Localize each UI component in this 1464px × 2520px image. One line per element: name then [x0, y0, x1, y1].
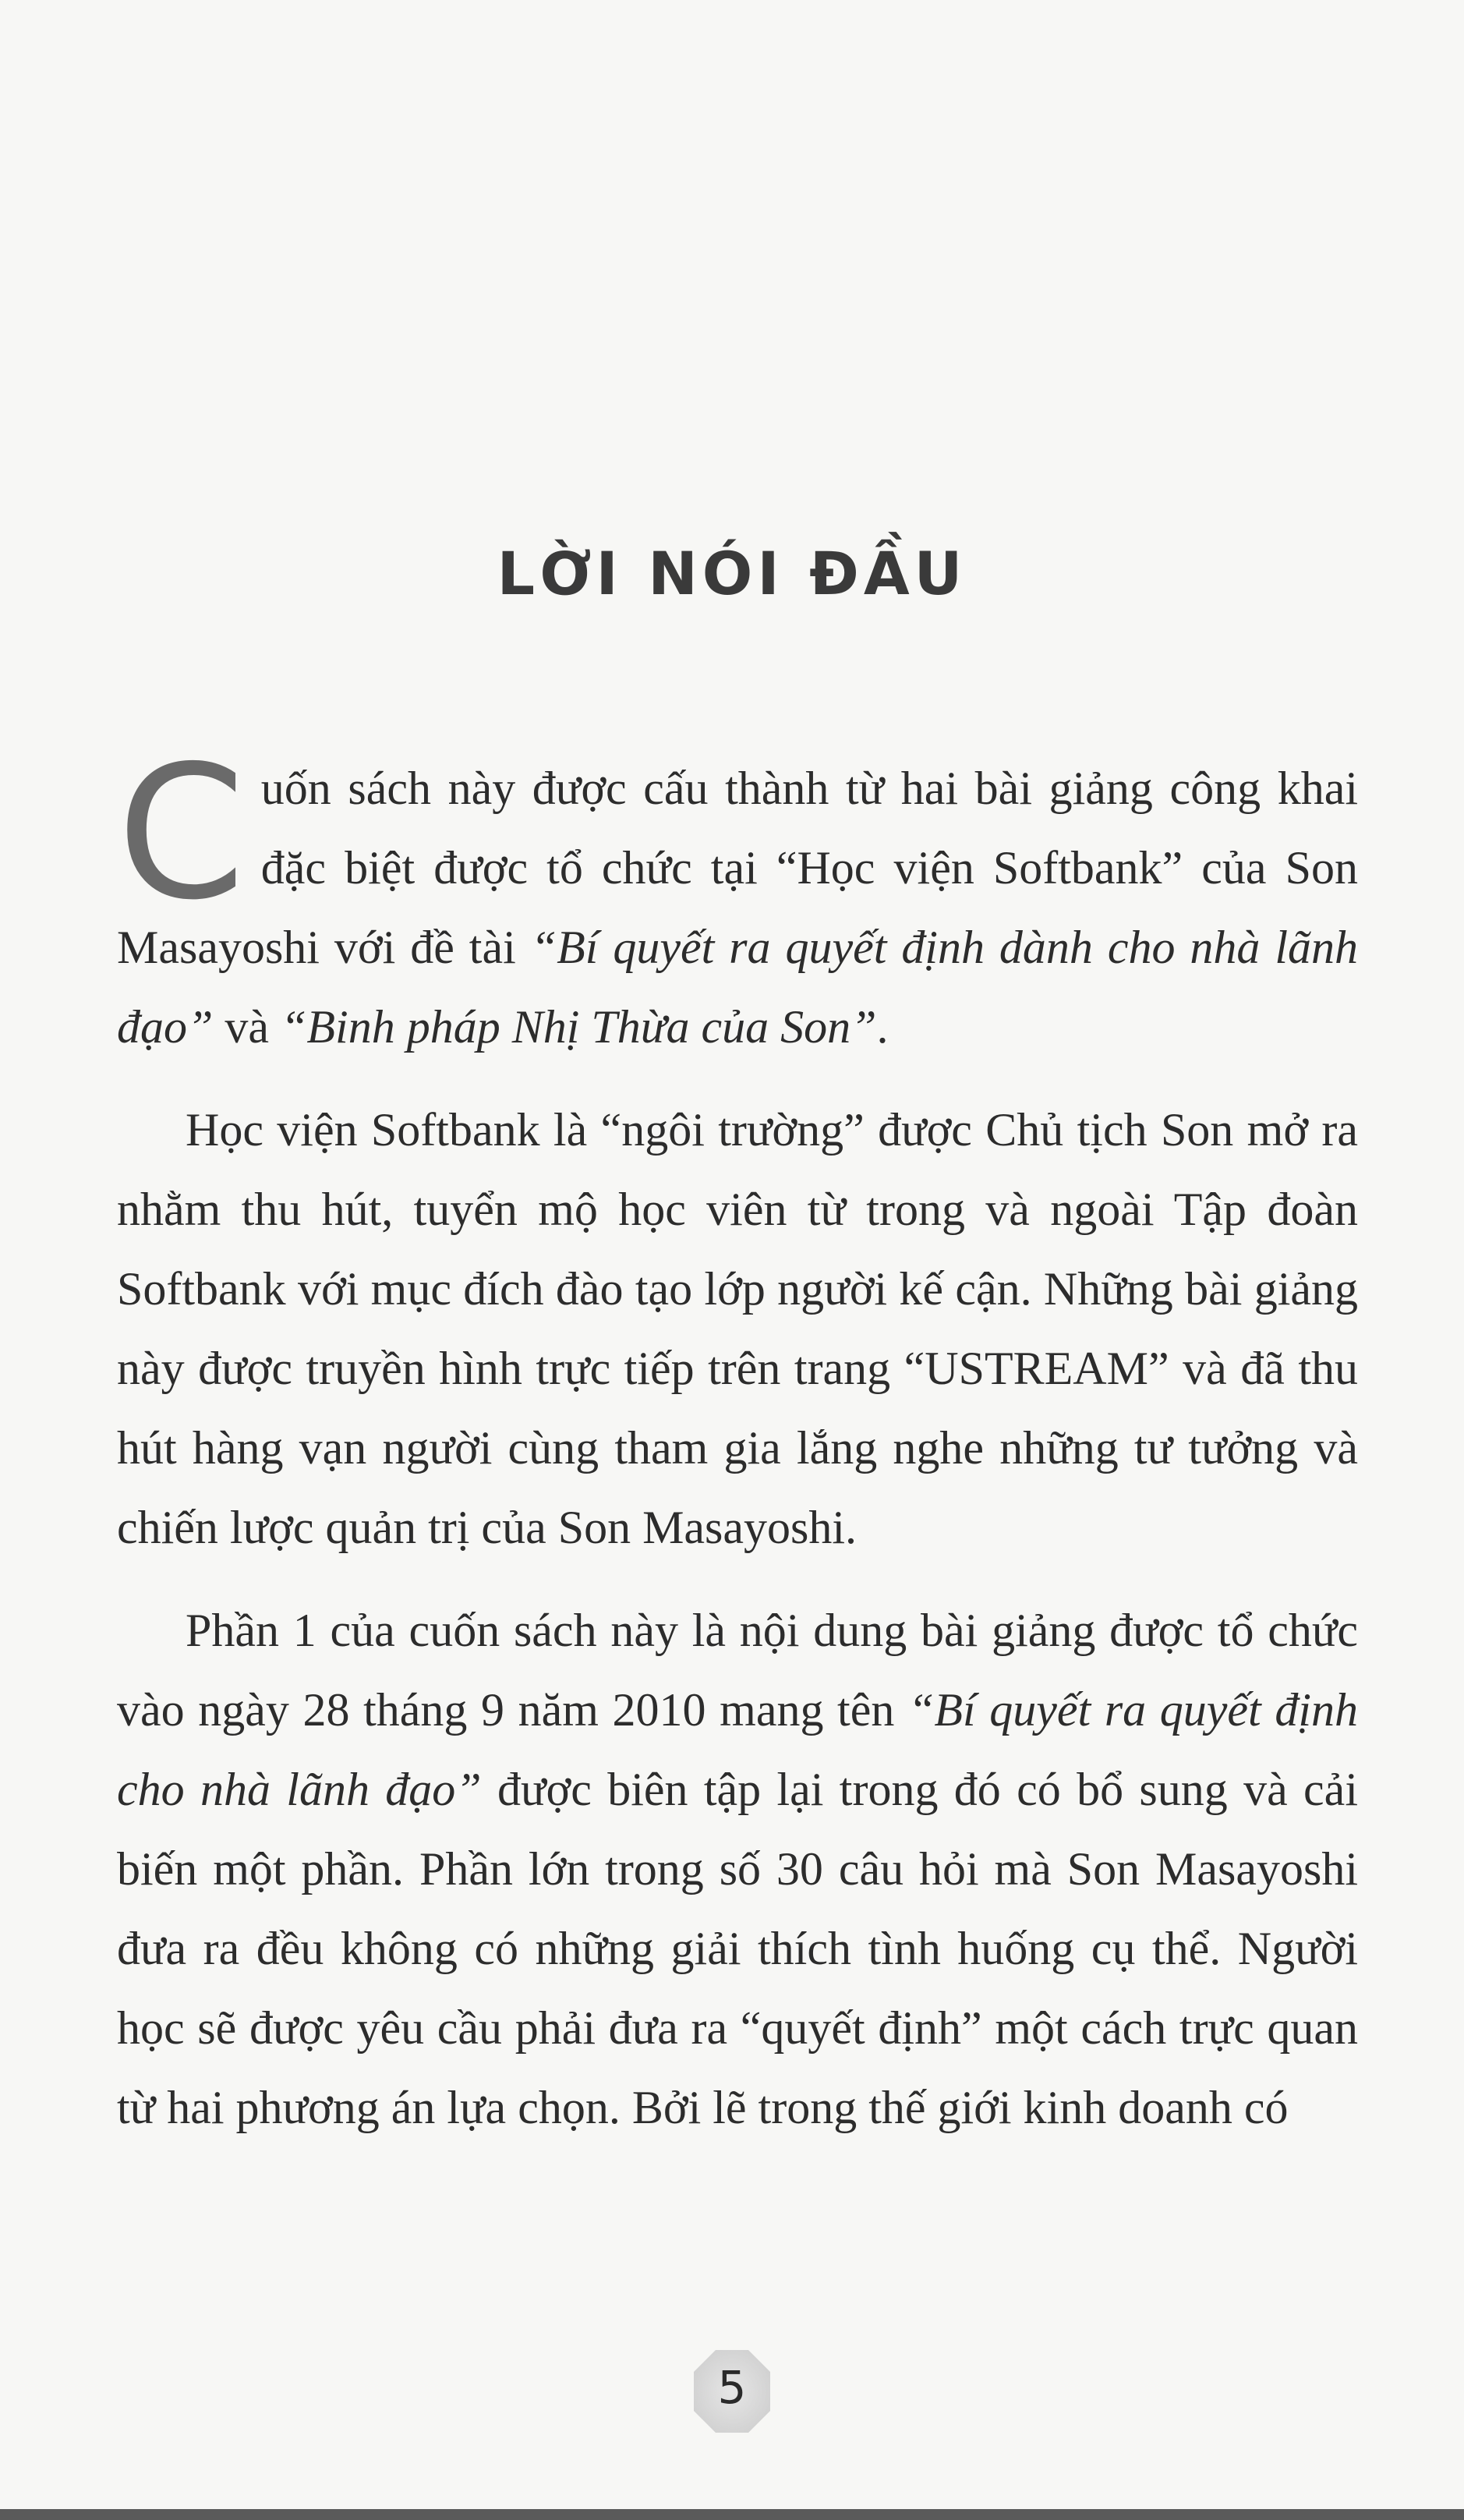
paragraph-1-conjunction: và — [213, 1001, 281, 1053]
page-bottom-border — [0, 2509, 1464, 2520]
title-emphasis-1: “Bí quyết ra quyết định dành cho nhà lãnh đạo” — [117, 922, 1359, 1053]
title-emphasis-2: “Binh pháp Nhị Thừa của Son” — [281, 1001, 877, 1053]
paragraph-1-text: uốn sách này được cấu thành từ hai bài giảng công khai đặc biệt được tổ chức tại “Học viện Softbank” của Son Masayoshi với đề tài — [117, 763, 1358, 973]
title-emphasis-3: “Bí quyết ra quyết định cho nhà lãnh đạo” — [117, 1684, 1359, 1815]
paragraph-3-text: Phần 1 của cuốn sách này là nội dung bài giảng được tổ chức vào ngày 28 tháng 9 năm 2010 mang tên — [117, 1605, 1358, 1736]
paragraph-3-continuation: được biên tập lại trong đó có bổ sung và cải biến một phần. Phần lớn trong số 30 câu hỏi mà Son Masayoshi đưa ra đều không có những giải thích tình huống cụ thể. Người học sẽ được yêu cầu phải đưa ra “quyết định” một cách trực quan từ hai phương án lựa chọn. Bởi lẽ trong thế giới kinh doanh có — [117, 1764, 1358, 2133]
paragraph-1-end: . — [876, 1001, 889, 1053]
chapter-heading: LỜI NÓI ĐẦU — [497, 538, 967, 608]
drop-cap: C — [117, 726, 246, 940]
paragraph-3 — [117, 1591, 1358, 2147]
paragraph-2: Học viện Softbank là “ngôi trường” được Chủ tịch Son mở ra nhằm thu hút, tuyển mộ học viên từ trong và ngoài Tập đoàn Softbank với mục đích đào tạo lớp người kế cận. Những bài giảng này được truyền hình trực tiếp trên trang “USTREAM” và đã thu hút hàng vạn người cùng tham gia lắng nghe những tư tưởng và chiến lược quản trị của Son Masayoshi. — [117, 1104, 1358, 1553]
page-number: 5 — [717, 2361, 747, 2414]
paragraph-1 — [117, 726, 1359, 1067]
page-number-badge — [692, 2348, 772, 2434]
body-text — [117, 726, 1359, 2171]
